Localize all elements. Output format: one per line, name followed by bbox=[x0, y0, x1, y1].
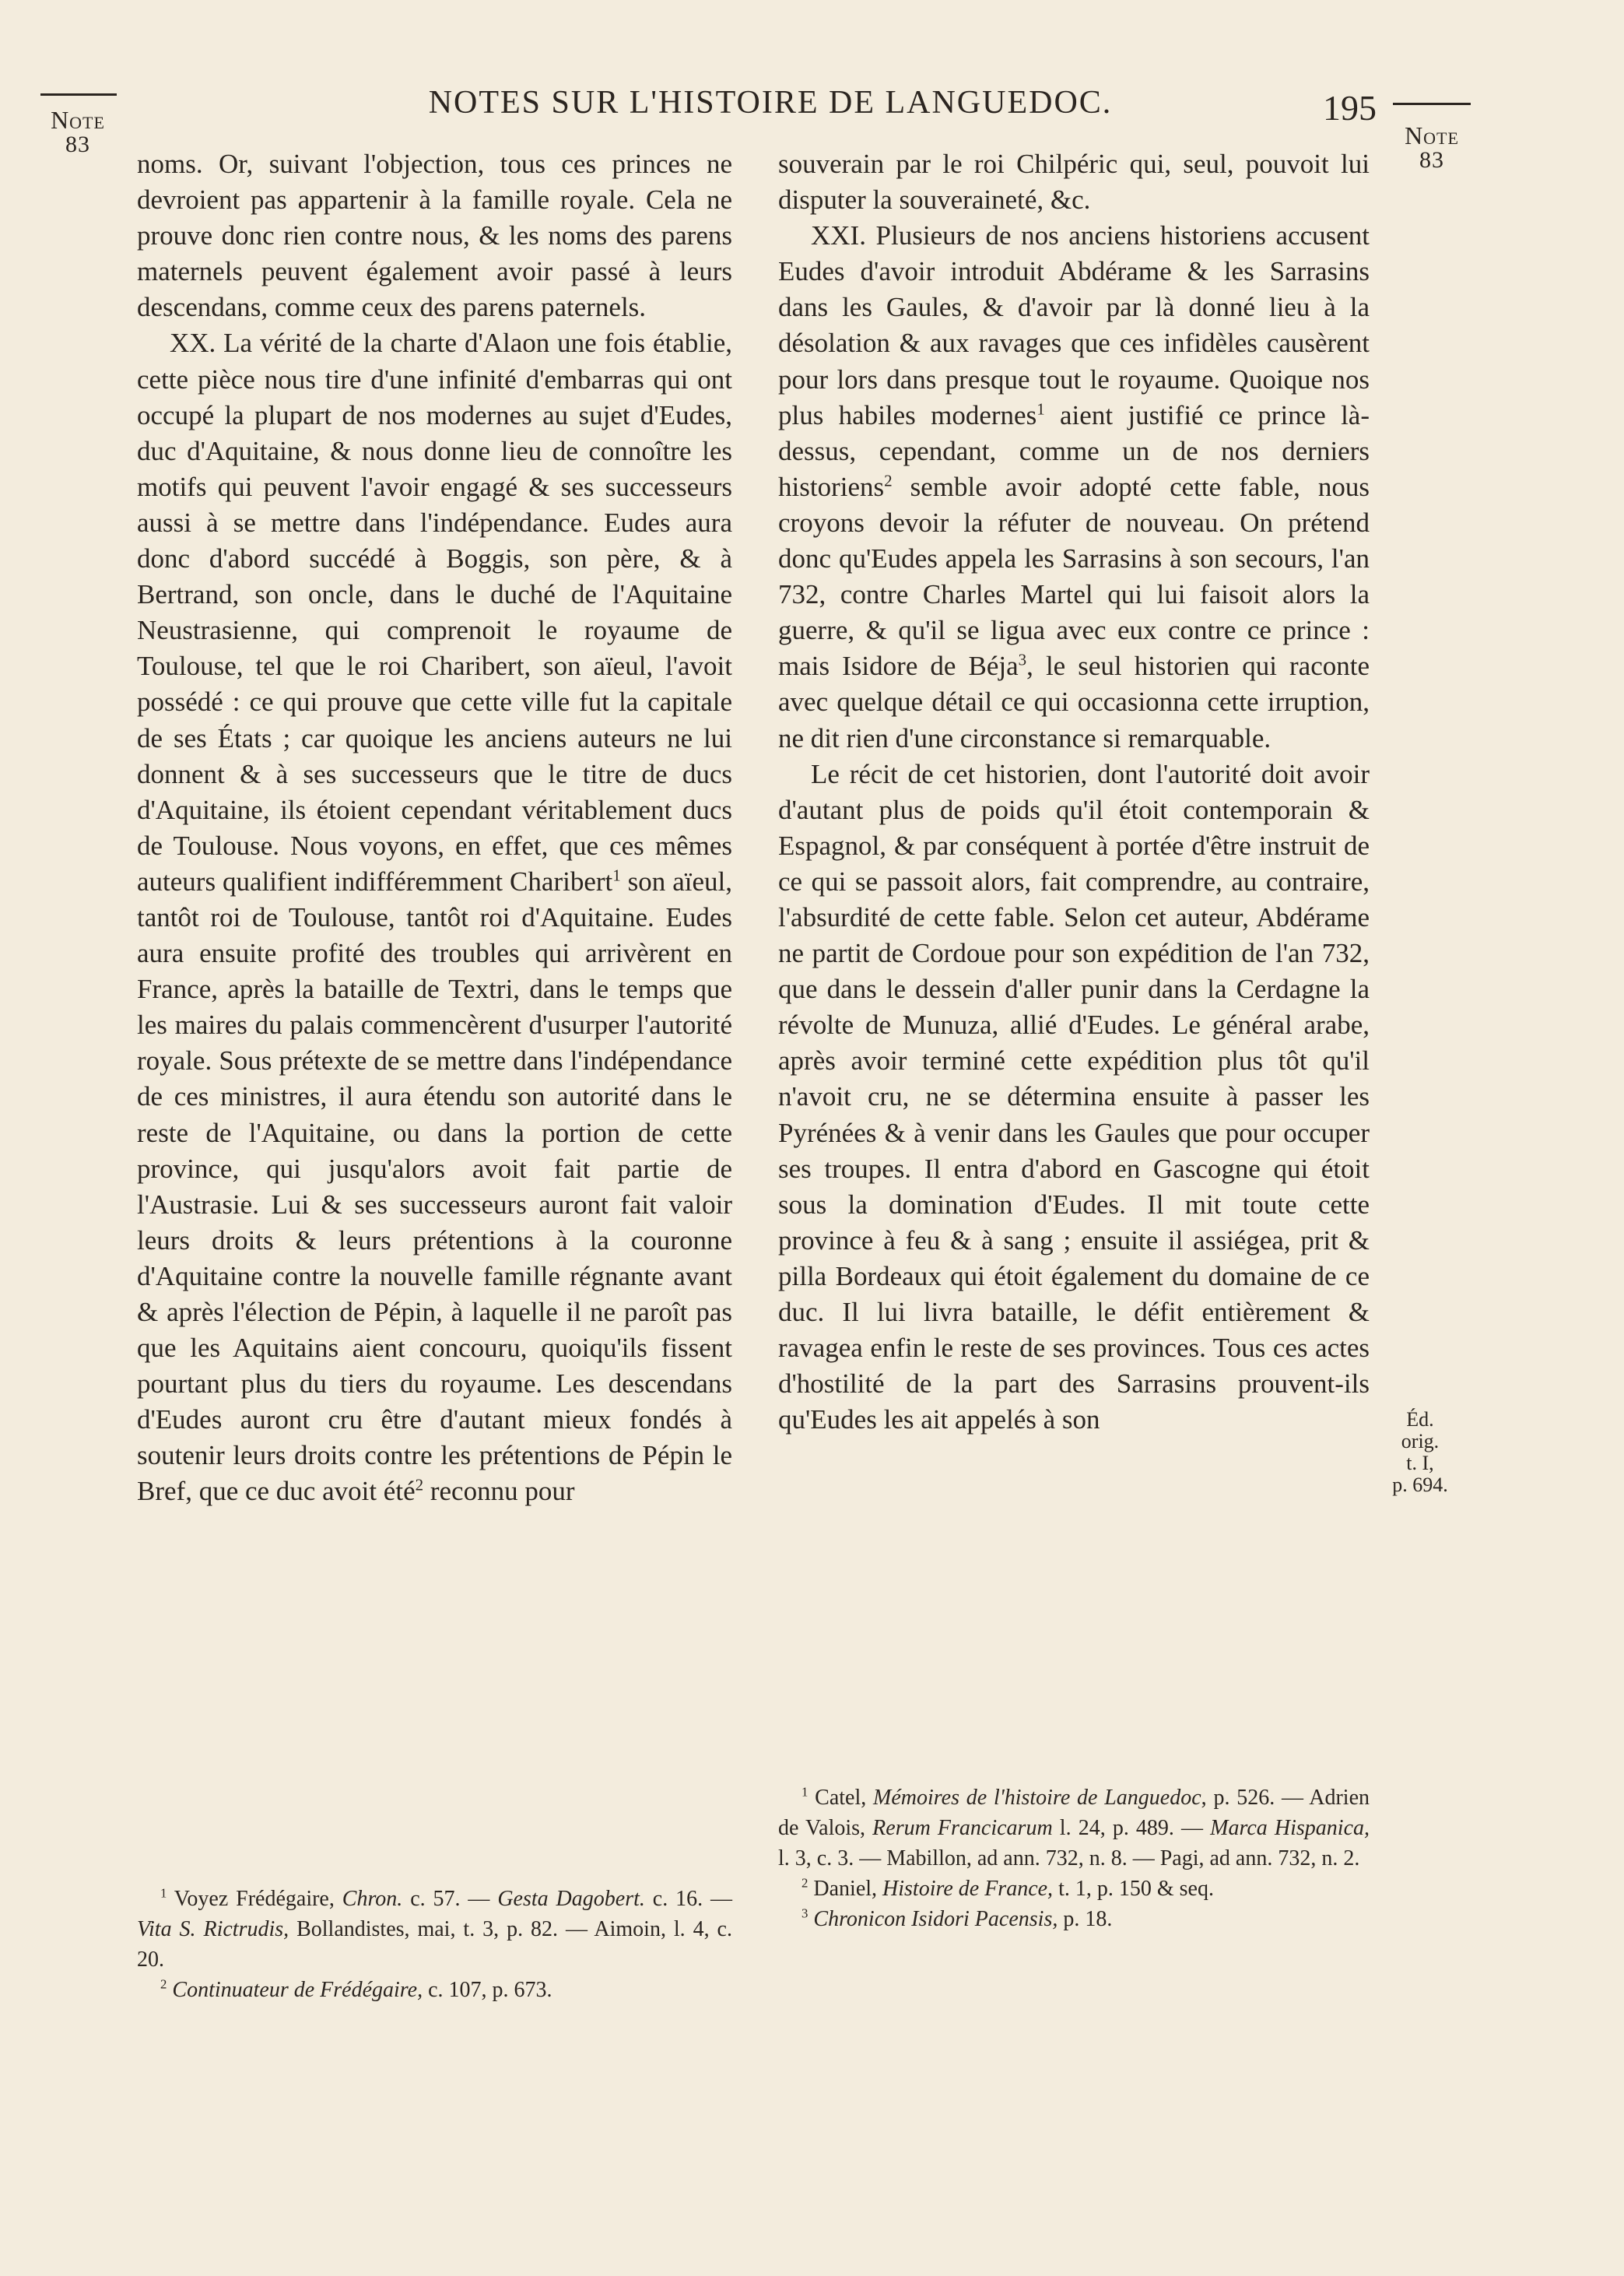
right-p2-text-d: , le seul historien qui raconte avec quelque détail ce qui occasionna cette irruption, ne dit rien d'une circonstance si remarquable. bbox=[778, 651, 1370, 753]
left-p2-text-b: son aïeul, tantôt roi de Toulouse, tantôt roi d'Aquitaine. Eudes aura ensuite profité des troubles qui arrivèrent en France, après la bataille de Textri, dans le temps que les maires du palais commencèrent d'usurper l'autorité royale. Sous prétexte de se mettre dans l'indépendance de ces ministres, il aura étendu son autorité dans le reste de l'Aquitaine, ou dans la portion de cette province, qui jusqu'alors avoit fait partie de l'Austrasie. Lui & ses successeurs auront fait valoir leurs droits & leurs prétentions à la couronne d'Aquitaine contre la nouvelle famille régnante avant & après l'élection de Pépin, à laquelle il ne paroît pas que les Aquitains aient concouru, quoiqu'ils fissent pourtant plus du tiers du royaume. Les descendans d'Eudes auront cru être d'autant mieux fondés à soutenir leurs droits contre les prétentions de Pépin le Bref, que ce duc avoit été bbox=[137, 866, 732, 1507]
left-p2-text-a: XX. La vérité de la charte d'Alaon une fois établie, cette pièce nous tire d'une infinité d'embarras qui ont occupé la plupart de nos modernes au sujet d'Eudes, duc d'Aquitaine, & nous donne lieu de connoître les motifs qui peuvent l'avoir engagé & ses successeurs aussi à se mettre dans l'indépendance. Eudes aura donc d'abord succédé à Boggis, son père, & à Bertrand, son oncle, dans le duché de l'Aquitaine Neustrasienne, qui comprenoit le royaume de Toulouse, tel que le roi Charibert, son aïeul, l'avoit possédé : ce qui prouve que cette ville fut la capitale de ses États ; car quoique les anciens auteurs ne lui donnent & à ses successeurs que le titre de ducs d'Aquitaine, ils étoient cependant véritablement ducs de Toulouse. Nous voyons, en effet, que ces mêmes auteurs qualifient indifféremment Charibert bbox=[137, 328, 732, 897]
right-column bbox=[778, 146, 1370, 1438]
footnotes-right bbox=[778, 1783, 1370, 1934]
margin-note-left-number: 83 bbox=[65, 132, 90, 157]
footnote-left-1-e: c. 16. — bbox=[644, 1887, 732, 1911]
page-number: 195 bbox=[1323, 88, 1377, 128]
footnote-right-2-c: t. 1, p. 150 & seq. bbox=[1053, 1877, 1214, 1901]
footnote-left-1-g: Bollandistes, mai, t. 3, p. 82. — Aimoin, l. 4, c. 20. bbox=[137, 1917, 732, 1972]
right-paragraph-3: Le récit de cet historien, dont l'autorité doit avoir d'autant plus de poids qu'il étoit contemporain & Espagnol, & par conséquent à portée d'être instruit de ce qui se passoit alors, fait comprendre, au contraire, l'absurdité de cette fable. Selon cet auteur, Abdérame ne partit de Cordoue pour son expédition de l'an 732, que dans le dessein d'aller punir dans la Cerdagne la révolte de Munuza, allié d'Eudes. Le général arabe, après avoir terminé cette expédition plus tôt qu'il n'avoit cru, ne se détermina ensuite à passer les Pyrénées & à venir dans les Gaules que pour occuper ses troupes. Il entra d'abord en Gascogne qui étoit sous la domination d'Eudes. Il mit toute cette province à feu & à sang ; ensuite il assiégea, prit & pilla Bordeaux qui étoit également du domaine de ce duc. Il lui livra bataille, le défit entièrement & ravagea enfin le reste de ses provinces. Tous ces actes d'hostilité de la part des Sarrasins prouvent-ils qu'Eudes les ait appelés à son bbox=[778, 758, 1370, 1435]
footnote-right-1-mark: 1 bbox=[801, 1784, 808, 1800]
footnote-left-1-c: c. 57. — bbox=[402, 1887, 498, 1911]
footnote-left-1-d: Gesta Dagobert. bbox=[497, 1887, 645, 1911]
footnote-right-1-c: , p. 526. — Adrien de Valois, bbox=[778, 1786, 1370, 1840]
right-p2-text-c: semble avoir adopté cette fable, nous croyons devoir la réfuter de nouveau. On prétend donc qu'Eudes appela les Sarrasins à son secours, l'an 732, contre Charles Martel qui lui faisoit alors la guerre, & qu'il se ligua avec eux contre ce prince : mais Isidore de Béja bbox=[778, 471, 1370, 682]
footnote-right-1-g: l. 3, c. 3. — Mabillon, ad ann. 732, n. 8. — Pagi, ad ann. 732, n. 2. bbox=[778, 1846, 1360, 1870]
top-rule-right bbox=[1393, 103, 1471, 105]
footnote-mark-1: 1 bbox=[612, 866, 621, 885]
footnote-right-2-a: Daniel, bbox=[808, 1877, 883, 1901]
footnote-right-1 bbox=[778, 1783, 1370, 1874]
footnote-left-2-b: c. 107, p. 673. bbox=[423, 1978, 552, 2002]
footnote-right-3-a: Chronicon Isidori Pacensis, bbox=[813, 1907, 1058, 1931]
footnote-left-2 bbox=[137, 1975, 732, 2005]
footnote-right-2-mark: 2 bbox=[801, 1875, 808, 1891]
footnote-left-1-a: Voyez Frédégaire, bbox=[167, 1887, 342, 1911]
left-paragraph-1: noms. Or, suivant l'objection, tous ces princes ne devroient pas appartenir à la famille royale. Cela ne prouve donc rien contre nous, & les noms des parens maternels peuvent également avoir passé à leurs descendans, comme ceux des parens paternels. bbox=[137, 149, 732, 323]
right-p2-text-b: aient justifié ce prince là-dessus, cependant, comme un de nos derniers historiens bbox=[778, 399, 1370, 502]
margin-note-right-label: Note bbox=[1405, 121, 1459, 149]
left-column bbox=[137, 146, 732, 1510]
footnote-left-1 bbox=[137, 1884, 732, 1975]
right-p2-text-a: XXI. Plusieurs de nos anciens historiens accusent Eudes d'avoir introduit Abdérame & les Sarrasins dans les Gaules, & d'avoir par là donné lieu à la désolation & aux ravages que ces infidèles causèrent pour lors dans presque tout le royaume. Quoique nos plus habiles modernes bbox=[778, 220, 1370, 430]
side-note-edition bbox=[1385, 1409, 1455, 1496]
right-paragraph-2 bbox=[778, 218, 1370, 756]
footnote-right-3 bbox=[778, 1904, 1370, 1934]
margin-note-left bbox=[39, 107, 117, 157]
footnote-left-2-a: Continuateur de Frédégaire, bbox=[172, 1978, 423, 2002]
footnote-left-1-mark: 1 bbox=[160, 1885, 167, 1901]
left-paragraph-2 bbox=[137, 325, 732, 1509]
top-rule-left bbox=[40, 93, 117, 96]
footnote-left-1-f: Vita S. Rictrudis, bbox=[137, 1917, 289, 1941]
footnote-right-1-f: Marca Hispanica, bbox=[1210, 1816, 1370, 1840]
margin-note-right bbox=[1393, 123, 1471, 173]
footnotes-left bbox=[137, 1884, 732, 2005]
footnote-right-2 bbox=[778, 1874, 1370, 1904]
footnote-right-3-b: p. 18. bbox=[1058, 1907, 1113, 1931]
right-paragraph-1: souverain par le roi Chilpéric qui, seul, pouvoit lui disputer la souveraineté, &c. bbox=[778, 149, 1370, 216]
left-p2-text-c: reconnu pour bbox=[423, 1476, 575, 1507]
footnote-right-1-d: Rerum Francicarum bbox=[872, 1816, 1053, 1840]
footnote-mark-2: 2 bbox=[884, 471, 893, 490]
footnote-mark-3: 3 bbox=[1018, 650, 1027, 669]
footnote-left-1-b: Chron. bbox=[342, 1887, 403, 1911]
footnote-right-1-b: Mémoires de l'histoire de Languedoc bbox=[873, 1786, 1201, 1810]
footnote-right-1-e: l. 24, p. 489. — bbox=[1052, 1816, 1211, 1840]
footnote-mark-2: 2 bbox=[415, 1475, 424, 1495]
footnote-mark-1: 1 bbox=[1036, 399, 1045, 418]
side-note-line-3: p. 694. bbox=[1392, 1473, 1448, 1496]
margin-note-left-label: Note bbox=[51, 106, 105, 134]
footnote-right-1-a: Catel, bbox=[808, 1786, 874, 1810]
footnote-right-3-mark: 3 bbox=[801, 1905, 808, 1921]
running-header: NOTES SUR L'HISTOIRE DE LANGUEDOC. bbox=[428, 85, 1113, 121]
footnote-left-2-mark: 2 bbox=[160, 1976, 167, 1992]
margin-note-right-number: 83 bbox=[1419, 147, 1444, 173]
side-note-line-1: Éd. orig. bbox=[1401, 1408, 1440, 1452]
side-note-line-2: t. I, bbox=[1406, 1452, 1434, 1474]
footnote-right-2-b: Histoire de France, bbox=[882, 1877, 1054, 1901]
